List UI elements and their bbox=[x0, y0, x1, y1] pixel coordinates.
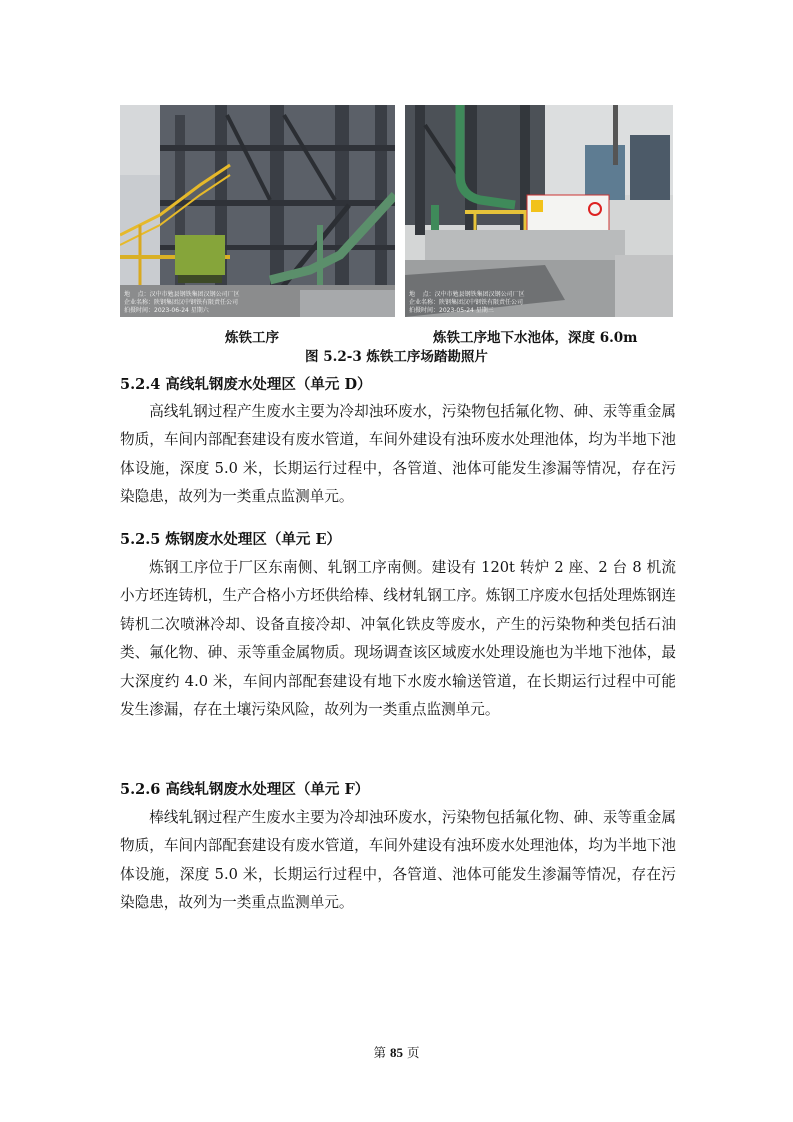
stamp-line: 地 点：汉中市勉县钢铁集团汉钢公司厂区 bbox=[124, 291, 240, 298]
stamp-line: 企业名称：陕钢集团汉中钢铁有限责任公司 bbox=[124, 299, 239, 306]
photo-underground-pool bbox=[405, 105, 673, 317]
stamp-line: 拍摄时间：2023-05-24 星期三 bbox=[409, 307, 494, 314]
section-heading: 5.2.6 高线轧钢废水处理区（单元 F） bbox=[120, 781, 370, 798]
page-number bbox=[0, 1043, 793, 1061]
section-paragraph: 棒线轧钢过程产生废水主要为冷却浊环废水，污染物包括氟化物、砷、汞等重金属物质，车间内部配套建设有废水管道，车间外建设有浊环废水处理池体，均为半地下池体设施，深度 5.0 米，长期运行过程中，各管道、池体可能发生渗漏等情况，存在污染隐患，故列为一类重点监测单元。 bbox=[120, 809, 676, 912]
photo-ironmaking-process bbox=[120, 105, 395, 317]
page-suffix: 页 bbox=[406, 1045, 420, 1060]
stamp-line: 拍摄时间：2023-06-24 星期六 bbox=[124, 307, 209, 314]
steel-structure-image bbox=[120, 105, 395, 317]
section-heading: 5.2.5 炼钢废水处理区（单元 E） bbox=[120, 531, 342, 548]
section-paragraph: 高线轧钢过程产生废水主要为冷却浊环废水，污染物包括氟化物、砷、汞等重金属物质，车间内部配套建设有废水管道，车间外建设有浊环废水处理池体，均为半地下池体设施，深度 5.0 米，长期运行过程中，各管道、池体可能发生渗漏等情况，存在污染隐患，故列为一类重点监测单元。 bbox=[120, 403, 676, 506]
figure-caption: 图 5.2-3 炼铁工序场踏勘照片 bbox=[305, 349, 488, 365]
stamp-line: 地 点：汉中市勉县钢铁集团汉钢公司厂区 bbox=[409, 291, 525, 298]
section-paragraph: 炼钢工序位于厂区东南侧、轧钢工序南侧。建设有 120t 转炉 2 座、2 台 8 机流小方坯连铸机，生产合格小方坯供给棒、线材轧钢工序。炼钢工序废水包括处理炼钢连铸机二次喷淋冷却、设备直接冷却、冲氧化铁皮等废水，产生的污染物种类包括石油类、氟化物、砷、汞等重金属物质。现场调查该区域废水处理设施也为半地下池体，最大深度约 4.0 米，车间内部配套建设有地下水废水输送管道，在长期运行过程中可能发生渗漏，存在土壤污染风险，故列为一类重点监测单元。 bbox=[120, 559, 676, 719]
photo-watermark-stamp bbox=[409, 291, 525, 315]
photo-caption-left: 炼铁工序 bbox=[225, 330, 279, 346]
section-heading: 5.2.4 高线轧钢废水处理区（单元 D） bbox=[120, 376, 372, 393]
page-number-value: 85 bbox=[390, 1045, 403, 1060]
page-prefix: 第 bbox=[373, 1045, 387, 1060]
photo-watermark-stamp bbox=[124, 291, 240, 315]
pool-site-image bbox=[405, 105, 673, 317]
stamp-line: 企业名称：陕钢集团汉中钢铁有限责任公司 bbox=[409, 299, 524, 306]
photo-caption-right: 炼铁工序地下水池体，深度 6.0m bbox=[433, 330, 638, 346]
